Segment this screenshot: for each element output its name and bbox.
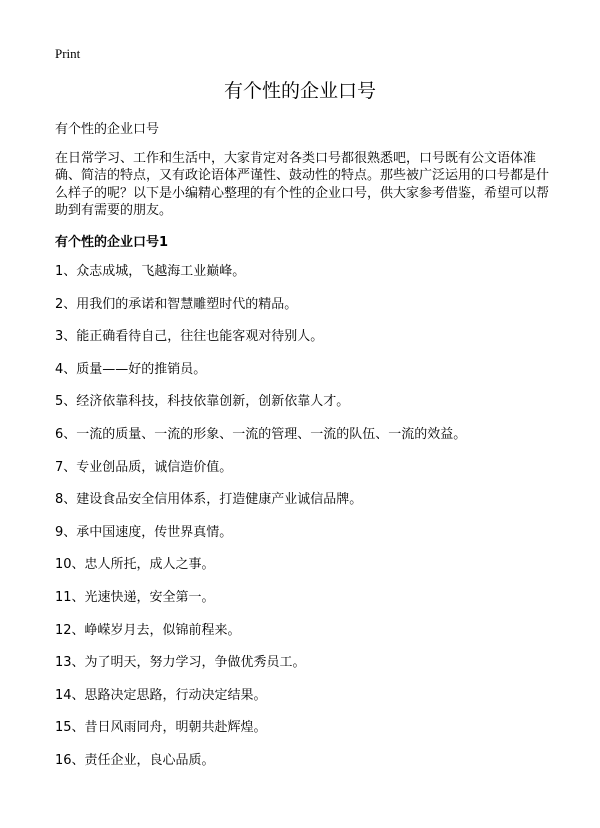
list-item: 4、质量——好的推销员。 [55,361,207,377]
list-item: 3、能正确看待自己，往往也能客观对待别人。 [55,329,324,345]
list-item: 7、专业创品质，诚信造价值。 [55,459,233,475]
print-link[interactable]: Print [55,46,81,61]
page-title: 有个性的企业口号 [223,80,376,102]
section-heading: 有个性的企业口号1 [55,235,169,250]
subtitle: 有个性的企业口号 [55,122,160,137]
list-item: 6、一流的质量、一流的形象、一流的管理、一流的队伍、一流的效益。 [55,426,467,442]
list-item: 1、众志成城，飞越海工业巅峰。 [55,264,246,279]
slogan-list [55,264,555,786]
list-item: 13、为了明天，努力学习，争做优秀员工。 [55,655,306,671]
list-item: 14、思路决定思路，行动决定结果。 [55,687,267,703]
list-item: 12、峥嵘岁月去，似锦前程来。 [55,622,241,638]
list-item: 5、经济依靠科技，科技依靠创新，创新依靠人才。 [55,394,350,410]
list-item: 11、光速快递，安全第一。 [55,589,215,605]
list-item: 9、承中国速度，传世界真情。 [55,524,233,540]
list-item: 2、用我们的承诺和智慧雕塑时代的精品。 [55,296,298,312]
list-item: 15、昔日风雨同舟，明朝共赴辉煌。 [55,720,267,736]
list-item: 8、建设食品安全信用体系，打造健康产业诚信品牌。 [55,492,363,508]
intro-paragraph: 在日常学习、工作和生活中，大家肯定对各类口号都很熟悉吧，口号既有公文语体准确、简洁的特点，又有政论语体严谨性、鼓动性的特点。那些被广泛运用的口号都是什么样子的呢？以下是小编精心整理的有个性的企业口号，供大家参考借鉴，希望可以帮助到有需要的朋友。 [55,151,550,218]
list-item: 10、忠人所托，成人之事。 [55,557,215,573]
list-item: 16、责任企业，良心品质。 [55,752,215,768]
